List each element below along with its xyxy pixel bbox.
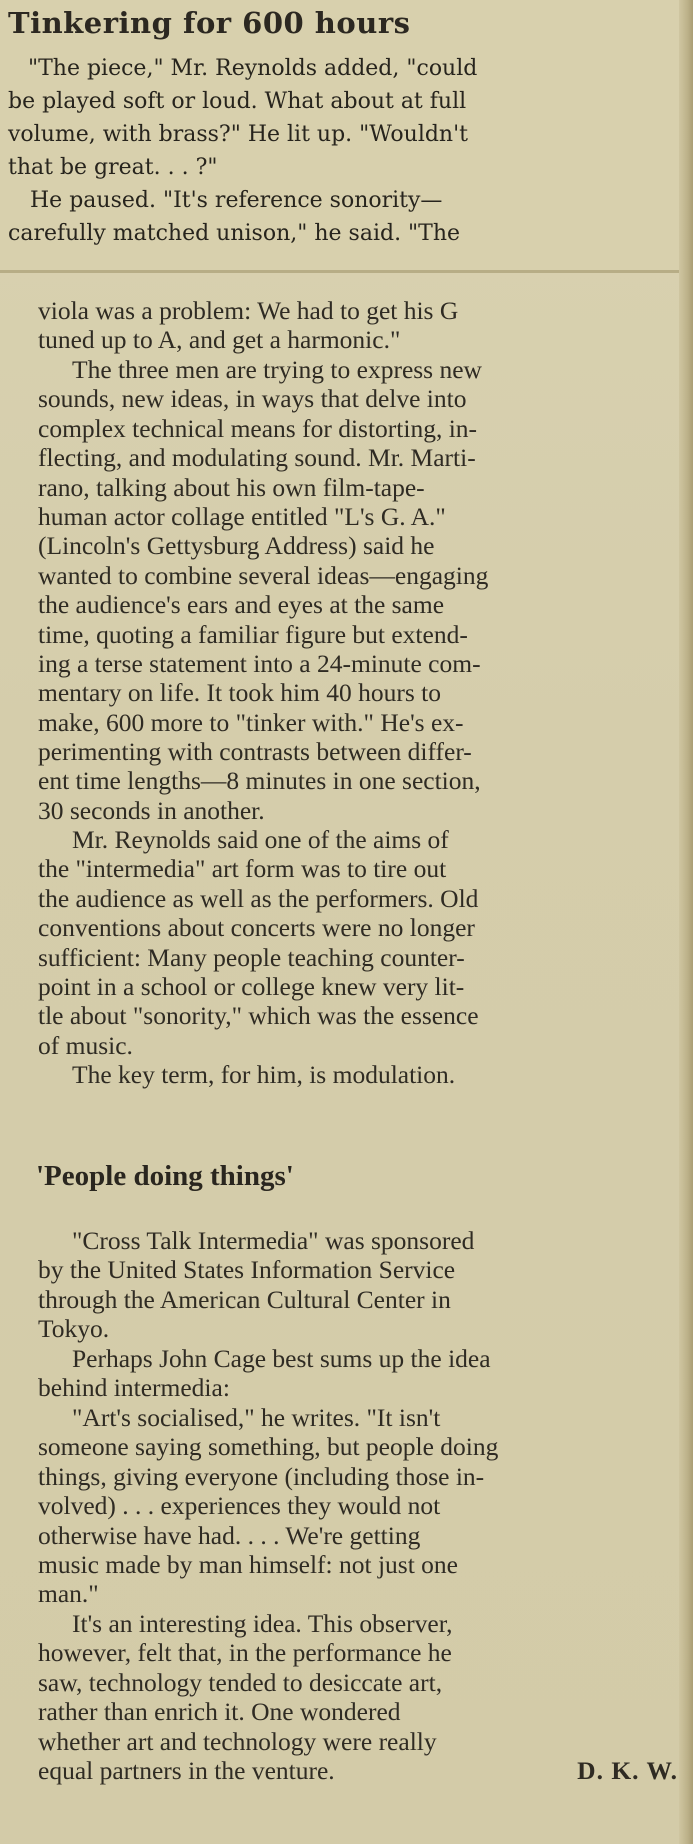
section2-paragraph-4 bbox=[38, 1609, 678, 1785]
text-line: 30 seconds in another. bbox=[38, 795, 265, 825]
body-paragraph-3 bbox=[38, 825, 678, 1060]
text-line: ing a terse statement into a 24-minute com- bbox=[38, 648, 481, 678]
text-line: rather than enrich it. One wondered bbox=[38, 1697, 401, 1727]
text-line: the "intermedia" art form was to tire out bbox=[38, 854, 447, 884]
text-line: through the American Cultural Center in bbox=[38, 1284, 451, 1314]
text-line: point in a school or college knew very lit- bbox=[38, 971, 465, 1001]
text-line: someone saying something, but people doing bbox=[38, 1432, 499, 1462]
text-line: sounds, new ideas, in ways that delve into bbox=[38, 384, 467, 414]
text-line: saw, technology tended to desiccate art, bbox=[38, 1667, 443, 1697]
text-line: perimenting with contrasts between differ- bbox=[38, 737, 472, 767]
text-line: ent time lengths—8 minutes in one section, bbox=[38, 766, 481, 796]
text-line: He paused. "It's reference sonority— bbox=[30, 188, 443, 213]
text-line bbox=[38, 1756, 678, 1785]
text-line: man." bbox=[38, 1579, 99, 1609]
section2-paragraph-3 bbox=[38, 1403, 678, 1609]
text-line: the audience as well as the performers. Old bbox=[38, 883, 479, 913]
text-line: of music. bbox=[38, 1030, 133, 1060]
text-line: rano, talking about his own film-tape- bbox=[38, 472, 425, 502]
text-line: time, quoting a familiar figure but extend- bbox=[38, 619, 468, 649]
text-line: things, giving everyone (including those in- bbox=[38, 1461, 485, 1491]
text-line: that be great. . . ?" bbox=[8, 155, 218, 180]
text-line: viola was a problem: We had to get his G bbox=[38, 296, 459, 325]
section2-paragraph-1 bbox=[38, 1226, 678, 1344]
body-paragraph-2 bbox=[38, 355, 678, 825]
text-line: (Lincoln's Gettysburg Address) said he bbox=[38, 531, 435, 561]
text-line: otherwise have had. . . . We're getting bbox=[38, 1520, 421, 1550]
text-line: "Cross Talk Intermedia" was sponsored bbox=[72, 1226, 475, 1255]
text-line: wanted to combine several ideas—engaging bbox=[38, 560, 489, 590]
clipping-fold-line bbox=[0, 270, 693, 273]
top-paragraph-1 bbox=[8, 52, 680, 184]
text-line: The three men are trying to express new bbox=[72, 355, 482, 384]
text-line: volume, with brass?" He lit up. "Wouldn't bbox=[8, 122, 468, 147]
text-line: the audience's ears and eyes at the same bbox=[38, 590, 445, 620]
text-line: conventions about concerts were no longer bbox=[38, 913, 475, 943]
byline-initials: D. K. W. bbox=[577, 1755, 678, 1785]
text-line: mentary on life. It took him 40 hours to bbox=[38, 678, 441, 708]
body-paragraph-1 bbox=[38, 296, 678, 355]
text-line: Tokyo. bbox=[38, 1314, 110, 1344]
clipping-right-edge bbox=[679, 0, 693, 1844]
text-line: The key term, for him, is modulation. bbox=[72, 1060, 456, 1089]
body-paragraph-4 bbox=[38, 1060, 678, 1089]
text-line: tle about "sonority," which was the essence bbox=[38, 1001, 479, 1031]
text-line: volved) . . . experiences they would not bbox=[38, 1491, 441, 1521]
text-line: however, felt that, in the performance he bbox=[38, 1638, 452, 1668]
section2-paragraph-2 bbox=[38, 1344, 678, 1403]
text-line: make, 600 more to "tinker with." He's ex- bbox=[38, 707, 464, 737]
text-line: It's an interesting idea. This observer, bbox=[72, 1609, 453, 1638]
text-line-content: equal partners in the venture. bbox=[38, 1755, 335, 1785]
text-line: sufficient: Many people teaching counter- bbox=[38, 942, 465, 972]
headline: Tinkering for 600 hours bbox=[8, 6, 411, 40]
text-line: Perhaps John Cage best sums up the idea bbox=[72, 1344, 491, 1373]
subheading: 'People doing things' bbox=[36, 1160, 294, 1192]
text-line: "The piece," Mr. Reynolds added, "could bbox=[28, 56, 478, 81]
text-line: be played soft or loud. What about at full bbox=[8, 89, 467, 114]
text-line: flecting, and modulating sound. Mr. Marti- bbox=[38, 443, 476, 473]
text-line: "Art's socialised," he writes. "It isn't bbox=[72, 1403, 441, 1432]
text-line: human actor collage entitled "L's G. A." bbox=[38, 501, 446, 531]
text-line: carefully matched unison," he said. "The bbox=[8, 221, 461, 246]
text-line: by the United States Information Service bbox=[38, 1255, 456, 1285]
text-line: whether art and technology were really bbox=[38, 1726, 437, 1756]
text-line: behind intermedia: bbox=[38, 1373, 230, 1403]
text-line: Mr. Reynolds said one of the aims of bbox=[72, 825, 449, 854]
text-line: tuned up to A, and get a harmonic." bbox=[38, 325, 401, 355]
text-line: complex technical means for distorting, in- bbox=[38, 413, 478, 443]
top-paragraph-2 bbox=[8, 184, 680, 250]
text-line: music made by man himself: not just one bbox=[38, 1549, 458, 1579]
